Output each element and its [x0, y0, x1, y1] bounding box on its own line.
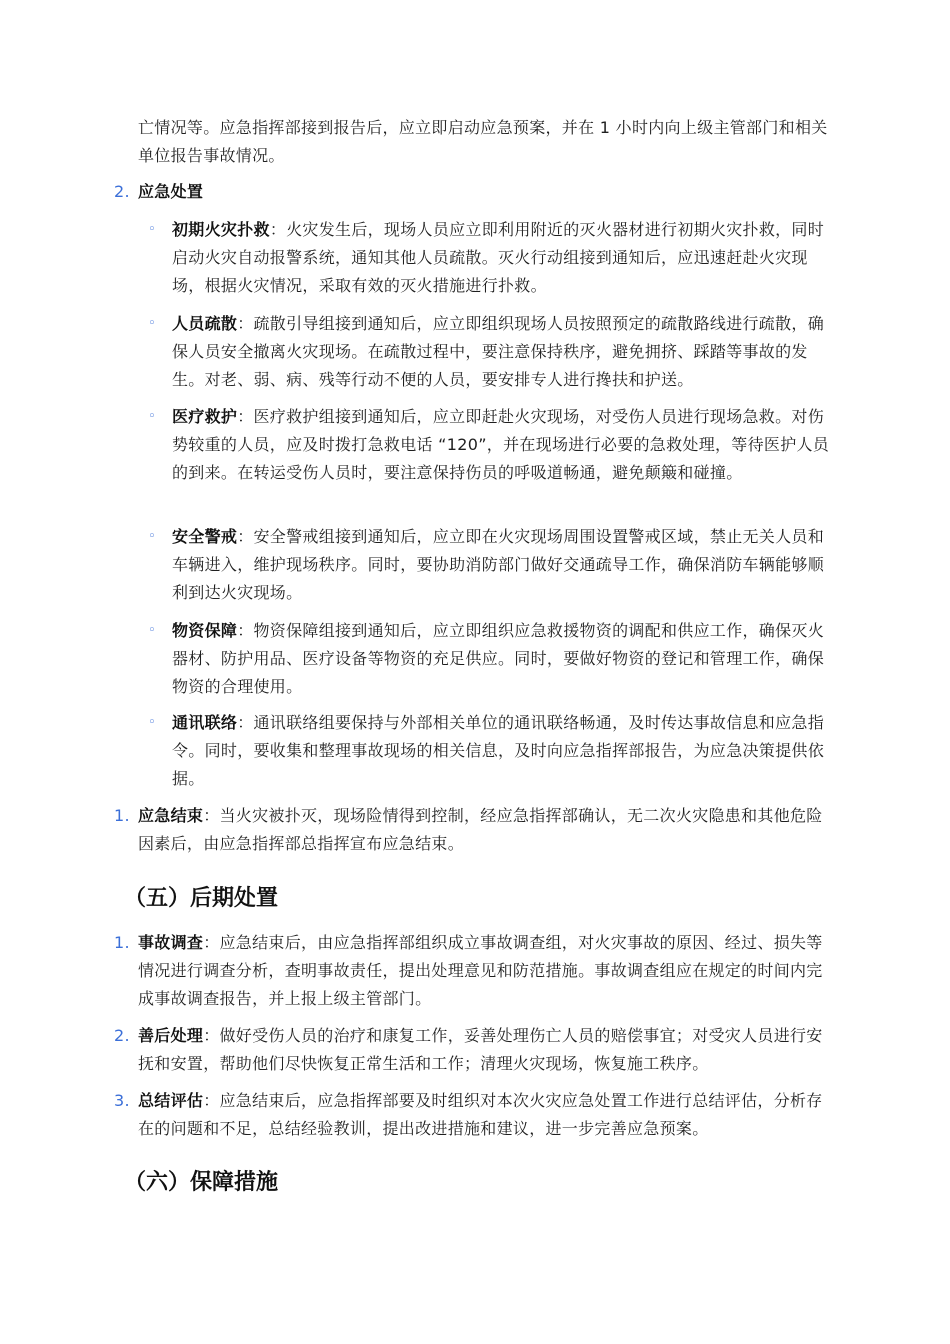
bullet-icon: ◦	[148, 715, 156, 730]
item-title: 医疗救护	[172, 407, 238, 426]
list-item-emergency-response	[114, 178, 838, 206]
bullet-icon: ◦	[148, 409, 156, 424]
bullet-icon: ◦	[148, 623, 156, 638]
list-number: 2.	[114, 182, 130, 201]
bullet-icon: ◦	[148, 222, 156, 237]
bullet-icon: ◦	[148, 316, 156, 331]
intro-paragraph: 亡情况等。应急指挥部接到报告后，应立即启动应急预案，并在 1 小时内向上级主管部门和相关单位报告事故情况。	[138, 118, 828, 165]
item-text: ：物资保障组接到通知后，应立即组织应急救援物资的调配和供应工作，确保灭火器材、防护用品、医疗设备等物资的充足供应。同时，要做好物资的登记和管理工作，确保物资的合理使用。	[172, 621, 825, 696]
item-title: 善后处理	[138, 1026, 204, 1045]
list-item-emergency-end	[114, 802, 838, 858]
item-title: 事故调查	[138, 933, 204, 952]
item-title: 人员疏散	[172, 314, 238, 333]
list-number: 2.	[114, 1026, 130, 1045]
list-number: 1.	[114, 933, 130, 952]
section-heading-post-handling: （五）后期处置	[124, 886, 279, 911]
list-item-communication	[148, 709, 832, 793]
item-text: ：应急结束后，由应急指挥部组织成立事故调查组，对火灾事故的原因、经过、损失等情况进行调查分析，查明事故责任，提出处理意见和防范措施。事故调查组应在规定的时间内完成事故调查报告，并上报上级主管部门。	[138, 933, 823, 1008]
item-text: ：做好受伤人员的治疗和康复工作，妥善处理伤亡人员的赔偿事宜；对受灾人员进行安抚和安置，帮助他们尽快恢复正常生活和工作；清理火灾现场，恢复施工秩序。	[138, 1026, 823, 1073]
list-item-initial-firefighting	[148, 216, 832, 300]
item-text: ：当火灾被扑灭，现场险情得到控制，经应急指挥部确认，无二次火灾隐患和其他危险因素后，由应急指挥部总指挥宣布应急结束。	[138, 806, 823, 853]
list-item-summary-evaluation	[114, 1087, 838, 1143]
item-title: 通讯联络	[172, 713, 238, 732]
list-number: 1.	[114, 806, 130, 825]
item-title: 初期火灾扑救	[172, 220, 270, 239]
item-title: 安全警戒	[172, 527, 238, 546]
list-item-supplies	[148, 617, 832, 701]
list-item-medical-rescue	[148, 403, 832, 487]
item-title: 应急处置	[138, 182, 204, 201]
list-item-accident-investigation	[114, 929, 838, 1013]
item-text: ：应急结束后，应急指挥部要及时组织对本次火灾应急处置工作进行总结评估，分析存在的问题和不足，总结经验教训，提出改进措施和建议，进一步完善应急预案。	[138, 1091, 823, 1138]
item-text: ：安全警戒组接到通知后，应立即在火灾现场周围设置警戒区域，禁止无关人员和车辆进入，维护现场秩序。同时，要协助消防部门做好交通疏导工作，确保消防车辆能够顺利到达火灾现场。	[172, 527, 825, 602]
section-heading-safeguards: （六）保障措施	[124, 1170, 279, 1195]
list-item-security-cordon	[148, 523, 832, 607]
item-title: 总结评估	[138, 1091, 204, 1110]
list-item-evacuation	[148, 310, 832, 394]
item-title: 应急结束	[138, 806, 204, 825]
list-item-aftermath	[114, 1022, 838, 1078]
item-text: ：通讯联络组要保持与外部相关单位的通讯联络畅通，及时传达事故信息和应急指令。同时，要收集和整理事故现场的相关信息，及时向应急指挥部报告，为应急决策提供依据。	[172, 713, 825, 788]
bullet-icon: ◦	[148, 529, 156, 544]
item-text: ：疏散引导组接到通知后，应立即组织现场人员按照预定的疏散路线进行疏散，确保人员安全撤离火灾现场。在疏散过程中，要注意保持秩序，避免拥挤、踩踏等事故的发生。对老、弱、病、残等行动不便的人员，要安排专人进行搀扶和护送。	[172, 314, 825, 389]
item-title: 物资保障	[172, 621, 238, 640]
list-number: 3.	[114, 1091, 130, 1110]
item-text: ：火灾发生后，现场人员应立即利用附近的灭火器材进行初期火灾扑救，同时启动火灾自动报警系统，通知其他人员疏散。灭火行动组接到通知后，应迅速赶赴火灾现场，根据火灾情况，采取有效的灭火措施进行扑救。	[172, 220, 825, 295]
item-text: ：医疗救护组接到通知后，应立即赶赴火灾现场，对受伤人员进行现场急救。对伤势较重的人员，应及时拨打急救电话 “120”，并在现场进行必要的急救处理，等待医护人员的到来。在转运受伤人员时，要注意保持伤员的呼吸道畅通，避免颠簸和碰撞。	[172, 407, 830, 482]
